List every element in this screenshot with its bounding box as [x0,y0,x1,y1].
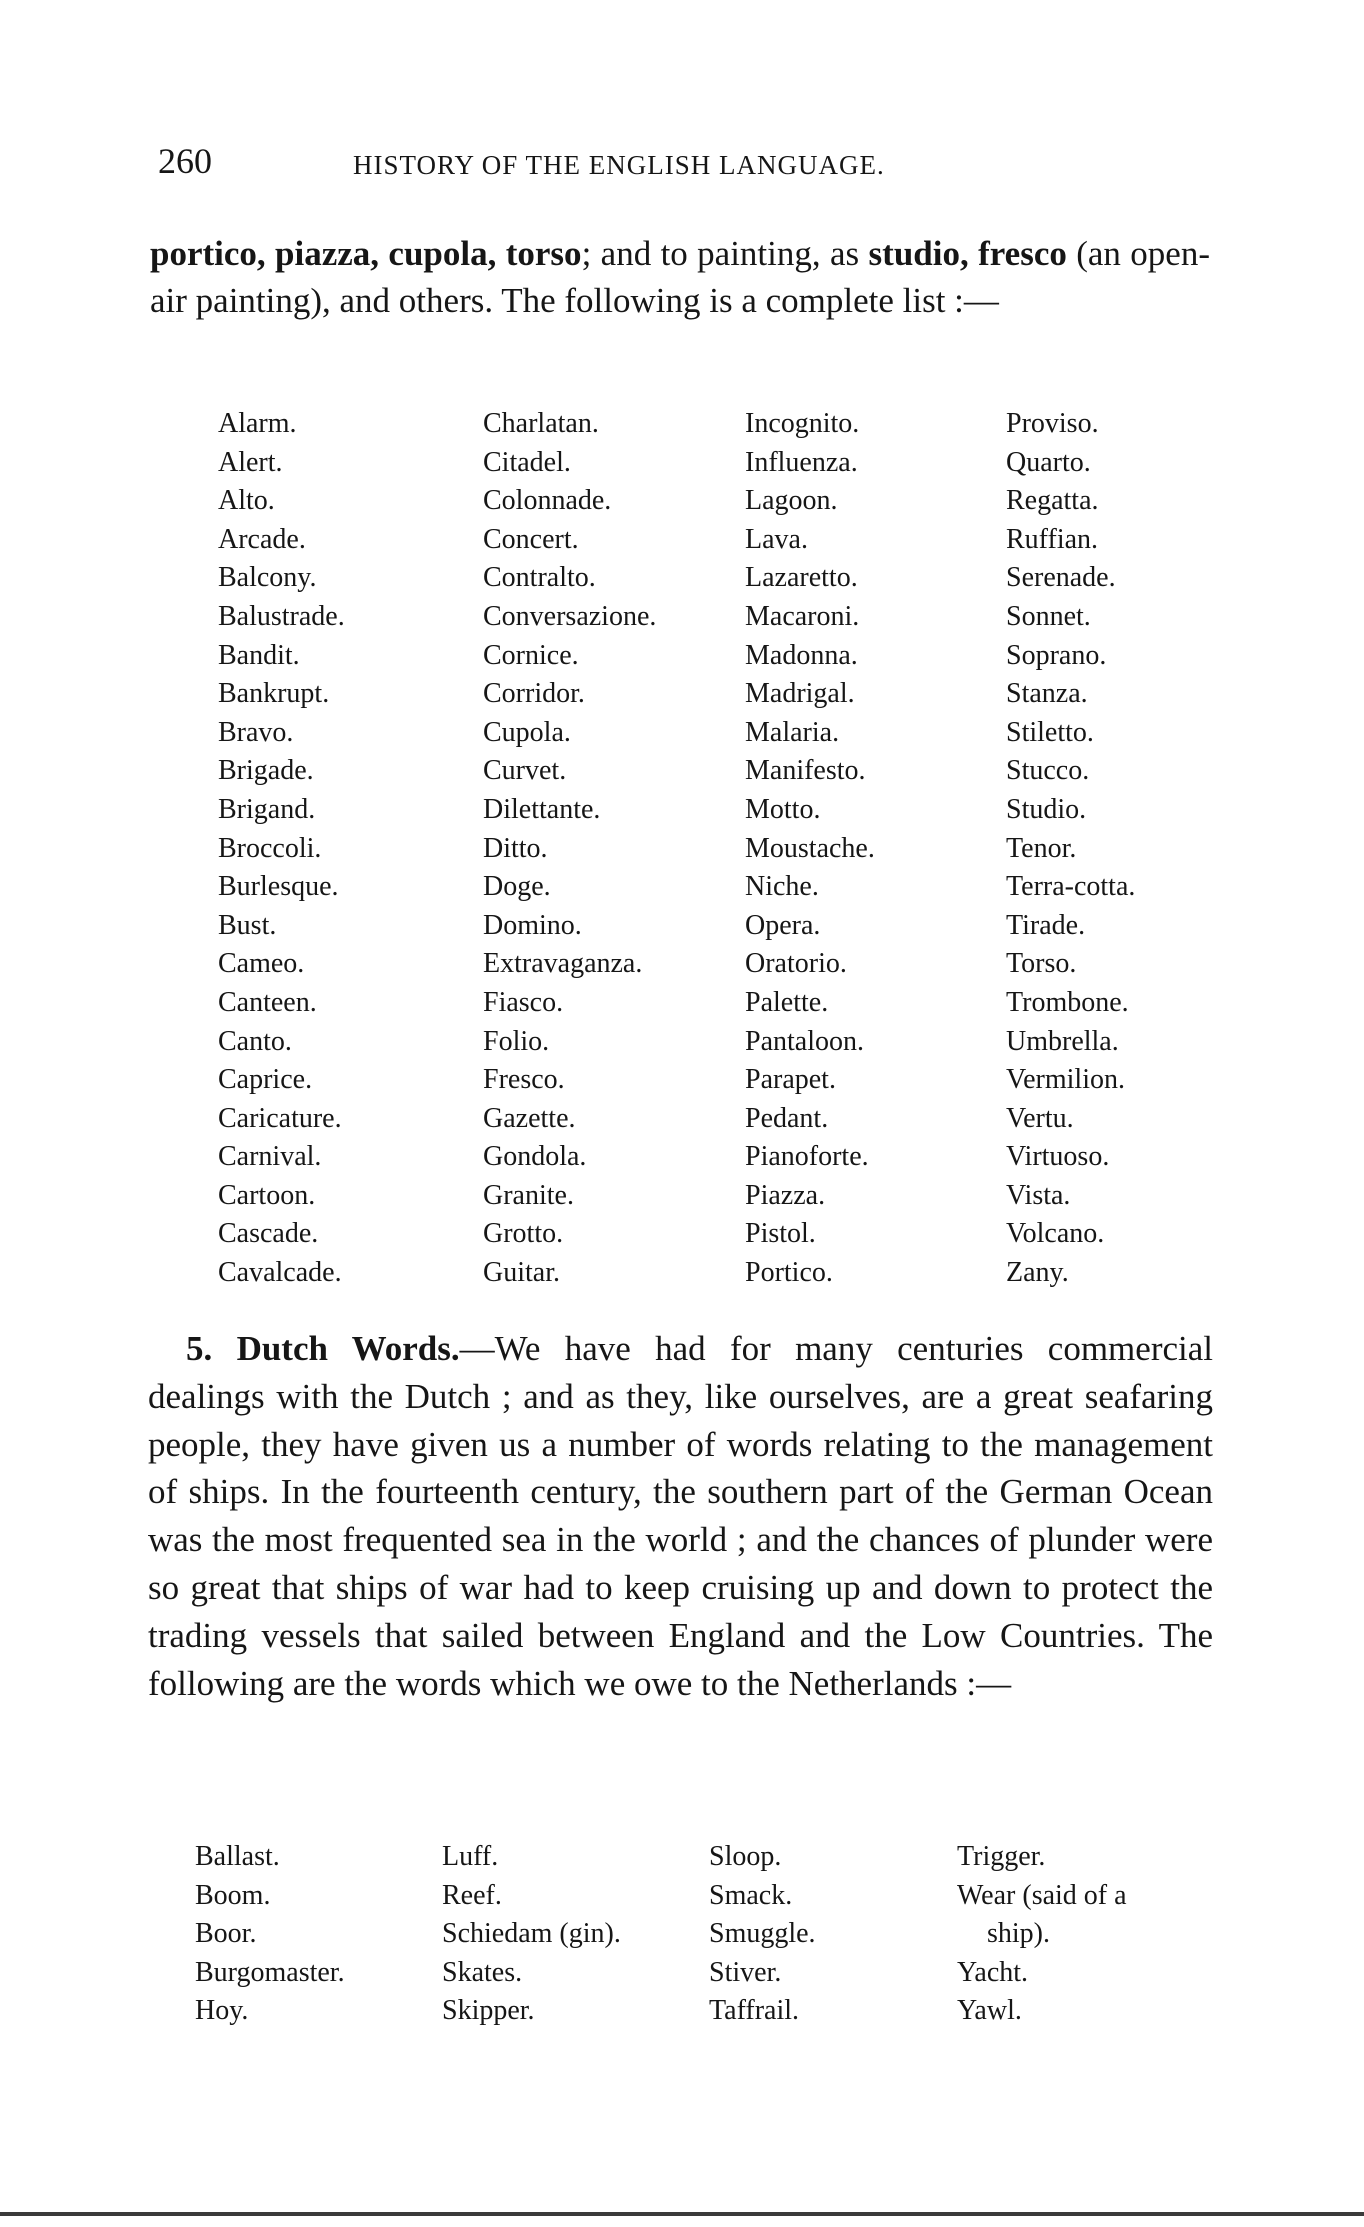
word-entry: Yacht. [957,1956,1029,1988]
section-heading: 5. Dutch Words. [186,1329,460,1368]
word-entry: Curvet. [483,755,567,787]
word-entry: Trigger. [957,1841,1046,1872]
word-entry: Cascade. [218,1218,319,1250]
word-entry: Umbrella. [1006,1025,1119,1057]
italian-column-2 [483,405,656,1293]
word-entry: Cupola. [483,716,571,748]
section-body: —We have had for many centuries commercial dealings with the Dutch ; and as they, like ourselves, are a great seafaring people, they have given us a number of words relating to the management of ships. In the fourteenth century, the southern part of the German Ocean was the most frequented sea in the world ; and the chances of plunder were so great that ships of war had to keep cruising up and down to protect the trading vessels that sailed between England and the Low Countries. The following are the words which we owe to the Netherlands :— [148,1329,1213,1703]
italian-column-4 [1006,405,1135,1293]
word-entry: Concert. [483,523,579,555]
dutch-words-paragraph [148,1325,1213,1707]
page-number: 260 [158,141,212,181]
word-entry: Bandit. [218,639,300,671]
dutch-column-4 [957,1838,1127,2031]
word-entry: Brigand. [218,793,316,825]
word-entry: Stiletto. [1006,716,1094,748]
italian-column-3 [745,405,875,1293]
word-entry: Parapet. [745,1064,836,1096]
word-entry: Vermilion. [1006,1064,1125,1096]
word-entry: Soprano. [1006,639,1107,671]
word-entry: Cornice. [483,639,579,671]
word-entry: Balcony. [218,562,317,594]
bold-terms-architecture: portico, piazza, cupola, torso [150,234,582,273]
word-entry: Quarto. [1006,446,1091,478]
word-entry: Malaria. [745,716,840,748]
italian-column-1 [218,405,345,1293]
word-entry: Fresco. [483,1064,565,1096]
word-entry: Influenza. [745,446,858,478]
word-entry: Lava. [745,523,808,555]
word-entry: Zany. [1006,1257,1069,1289]
word-entry: Arcade. [218,523,306,555]
word-entry: Bust. [218,909,277,941]
dutch-column-3 [709,1838,816,2031]
word-entry: Citadel. [483,446,571,478]
word-entry: Balustrade. [218,600,345,632]
word-entry: Bankrupt. [218,678,330,710]
word-entry: Canteen. [218,986,317,1018]
word-entry: Skipper. [442,1995,535,2027]
word-entry: Dilettante. [483,793,601,825]
word-entry: Piazza. [745,1179,826,1211]
word-entry: Smuggle. [709,1918,816,1950]
word-entry: Ditto. [483,832,548,864]
word-entry: Cavalcade. [218,1257,342,1289]
page-header [158,140,1228,190]
word-entry-continuation: ship). [987,1918,1050,1950]
word-entry: Incognito. [745,408,860,439]
word-entry: Granite. [483,1179,574,1211]
word-entry: Sonnet. [1006,600,1091,632]
word-entry: Palette. [745,986,829,1018]
word-entry: Lazaretto. [745,562,858,594]
word-entry: Vertu. [1006,1102,1074,1134]
word-entry: Boor. [195,1918,257,1950]
word-entry: Ballast. [195,1841,280,1872]
word-entry: Serenade. [1006,562,1116,594]
word-entry: Boom. [195,1879,271,1911]
word-entry: Luff. [442,1841,499,1872]
word-entry: Broccoli. [218,832,322,864]
word-entry: Tirade. [1006,909,1086,941]
word-entry: Grotto. [483,1218,564,1250]
word-entry: Sloop. [709,1841,782,1872]
word-entry: Conversazione. [483,600,657,632]
word-entry: Reef. [442,1879,502,1911]
word-entry: Yawl. [957,1995,1022,2027]
word-entry: Ruffian. [1006,523,1099,555]
word-entry: Pianoforte. [745,1141,869,1173]
word-entry: Carnival. [218,1141,322,1173]
word-entry: Trombone. [1006,986,1129,1018]
word-entry: Opera. [745,909,821,941]
word-entry: Burgomaster. [195,1956,345,1988]
word-entry: Taffrail. [709,1995,800,2027]
word-entry: Tenor. [1006,832,1077,864]
word-entry: Vista. [1006,1179,1071,1211]
word-entry: Folio. [483,1025,550,1057]
word-entry: Extravaganza. [483,948,643,980]
word-entry: Schiedam (gin). [442,1918,621,1950]
word-entry: Cartoon. [218,1179,316,1211]
word-entry: Stiver. [709,1956,782,1988]
word-entry: Portico. [745,1257,833,1289]
word-entry: Alto. [218,485,275,517]
word-entry: Lagoon. [745,485,838,517]
word-entry: Madrigal. [745,678,855,710]
word-entry: Niche. [745,871,819,903]
dutch-column-1 [195,1838,345,2031]
word-entry: Motto. [745,793,821,825]
word-entry: Regatta. [1006,485,1099,517]
word-entry: Pistol. [745,1218,816,1250]
word-entry: Doge. [483,871,551,903]
word-entry: Macaroni. [745,600,860,632]
word-entry: Gondola. [483,1141,587,1173]
running-title: HISTORY OF THE ENGLISH LANGUAGE. [353,150,885,180]
word-entry: Cameo. [218,948,305,980]
word-entry: Canto. [218,1025,292,1057]
word-entry: Colonnade. [483,485,612,517]
word-entry: Terra-cotta. [1006,871,1136,903]
word-entry: Torso. [1006,948,1077,980]
word-entry: Smack. [709,1879,793,1911]
word-entry: Contralto. [483,562,596,594]
bold-term-fresco: fresco [978,234,1067,273]
word-entry: Skates. [442,1956,523,1988]
word-entry: Stucco. [1006,755,1090,787]
word-entry: Alarm. [218,408,297,439]
word-entry: Virtuoso. [1006,1141,1110,1173]
word-entry: Caprice. [218,1064,313,1096]
word-entry: Pedant. [745,1102,829,1134]
word-entry: Proviso. [1006,408,1099,439]
word-entry: Studio. [1006,793,1087,825]
word-entry: Brigade. [218,755,314,787]
word-entry: Hoy. [195,1995,249,2027]
word-entry: Madonna. [745,639,858,671]
word-entry: Charlatan. [483,408,599,439]
word-entry: Bravo. [218,716,294,748]
word-entry: Gazette. [483,1102,576,1134]
word-entry: Guitar. [483,1257,560,1289]
word-entry: Moustache. [745,832,875,864]
word-entry: Alert. [218,446,283,478]
word-entry: Wear (said of a [957,1879,1127,1911]
word-entry: Burlesque. [218,871,339,903]
word-entry: Volcano. [1006,1218,1105,1250]
intro-paragraph: portico, piazza, cupola, torso; and to painting, as studio, fresco (an open-air painting), and others. The following is a complete list :— [150,234,1210,320]
bold-term-studio: studio, [868,234,969,273]
dutch-column-2 [442,1838,621,2031]
word-entry: Domino. [483,909,582,941]
word-entry: Corridor. [483,678,585,710]
word-entry: Caricature. [218,1102,342,1134]
word-entry: Stanza. [1006,678,1088,710]
word-entry: Fiasco. [483,986,564,1018]
word-entry: Manifesto. [745,755,866,787]
word-entry: Oratorio. [745,948,847,980]
bottom-rule [0,2212,1364,2216]
word-entry: Pantaloon. [745,1025,864,1057]
